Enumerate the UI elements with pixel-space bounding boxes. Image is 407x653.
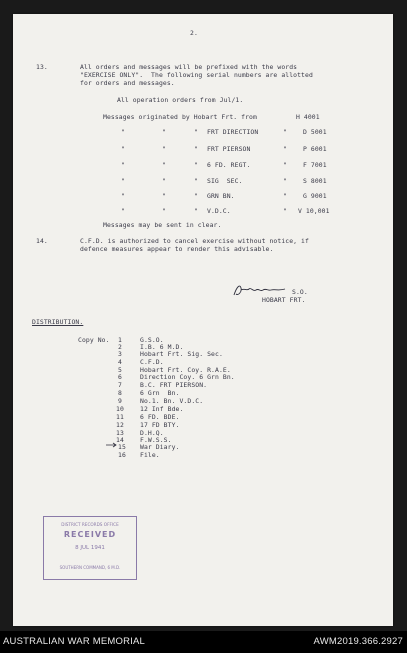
message-serial: F 7001	[303, 161, 327, 169]
message-serial: D 5001	[303, 128, 327, 136]
copy-label: Copy No.	[78, 336, 110, 344]
stamp-office: DISTRICT RECORDS OFFICE	[61, 522, 119, 527]
signature-role: S.O.	[292, 288, 308, 296]
message-serial: V 10,001	[298, 207, 330, 215]
message-from: FRT PIERSON	[207, 145, 251, 153]
copy-number: 13	[116, 429, 124, 437]
copy-recipient: File.	[140, 451, 160, 459]
arrow-icon	[106, 442, 118, 448]
ditto-mark: "	[121, 177, 125, 185]
ditto-mark: "	[283, 145, 287, 153]
paragraph-13-number: 13.	[36, 63, 48, 71]
stamp-received: RECEIVED	[63, 530, 117, 539]
paragraph-14-line-1: C.F.D. is authorized to cancel exercise without notice, if	[80, 237, 309, 245]
copy-recipient: Direction Coy. 6 Grn Bn.	[140, 373, 235, 381]
copy-number: 8	[118, 389, 122, 397]
ditto-mark: "	[194, 145, 198, 153]
copy-number: 1	[118, 336, 122, 344]
paragraph-13-line-2: "EXERCISE ONLY". The following serial numbers are allotted	[80, 71, 313, 79]
paragraph-14-number: 14.	[36, 237, 48, 245]
copy-recipient: Hobart Frt. Coy. R.A.E.	[140, 366, 231, 374]
ditto-mark: "	[121, 128, 125, 136]
message-serial: P 6001	[303, 145, 327, 153]
messages-heading: Messages originated by Hobart Frt. from	[103, 113, 257, 121]
ditto-mark: "	[283, 128, 287, 136]
page-number: 2.	[190, 29, 198, 37]
message-from: SIG SEC.	[207, 177, 243, 185]
copy-recipient: G.S.O.	[140, 336, 164, 344]
copy-recipient: No.1. Bn. V.D.C.	[140, 397, 204, 405]
serial-hobart: H 4001	[296, 113, 320, 121]
ditto-mark: "	[283, 161, 287, 169]
ditto-mark: "	[121, 145, 125, 153]
copy-number: 16	[118, 451, 126, 459]
copy-recipient: F.W.S.S.	[140, 436, 172, 444]
copy-number: 12	[116, 421, 124, 429]
copy-number: 10	[116, 405, 124, 413]
message-from: V.D.C.	[207, 207, 231, 215]
footer-accession-number: AWM2019.366.2927	[313, 636, 403, 647]
ditto-mark: "	[121, 161, 125, 169]
ditto-mark: "	[162, 207, 166, 215]
ditto-mark: "	[194, 128, 198, 136]
message-serial: G 9001	[303, 192, 327, 200]
ditto-mark: "	[121, 192, 125, 200]
received-stamp	[43, 516, 137, 580]
copy-number: 14	[116, 436, 124, 444]
ditto-mark: "	[194, 161, 198, 169]
copy-recipient: B.C. FRT PIERSON.	[140, 381, 208, 389]
copy-recipient: I.B. 6 M.D.	[140, 343, 184, 351]
copy-recipient: C.F.D.	[140, 358, 164, 366]
copy-recipient: 17 FD BTY.	[140, 421, 180, 429]
ditto-mark: "	[283, 207, 287, 215]
stamp-date: 8 JUL 1941	[75, 545, 105, 551]
copy-recipient: D.H.Q.	[140, 429, 164, 437]
copy-recipient: 12 Inf Bde.	[140, 405, 184, 413]
copy-number: 4	[118, 358, 122, 366]
distribution-heading: DISTRIBUTION.	[32, 318, 84, 326]
ditto-mark: "	[162, 177, 166, 185]
copy-number: 9	[118, 397, 122, 405]
ditto-mark: "	[162, 192, 166, 200]
copy-number: 15	[118, 443, 126, 451]
ditto-mark: "	[121, 207, 125, 215]
ditto-mark: "	[162, 161, 166, 169]
ditto-mark: "	[162, 128, 166, 136]
copy-recipient: 6 FD. BDE.	[140, 413, 180, 421]
copy-number: 6	[118, 373, 122, 381]
stamp-command: SOUTHERN COMMAND, 6 M.D.	[59, 565, 121, 570]
copy-recipient: Hobart Frt. Sig. Sec.	[140, 350, 223, 358]
copy-number: 7	[118, 381, 122, 389]
message-from: GRN BN.	[207, 192, 235, 200]
op-orders-line: All operation orders from Jul/1.	[117, 96, 244, 104]
clear-note: Messages may be sent in clear.	[103, 221, 222, 229]
message-from: FRT DIRECTION	[207, 128, 259, 136]
paragraph-13-line-3: for orders and messages.	[80, 79, 175, 87]
signature-unit: HOBART FRT.	[262, 296, 306, 304]
copy-number: 2	[118, 343, 122, 351]
ditto-mark: "	[194, 192, 198, 200]
ditto-mark: "	[283, 192, 287, 200]
paragraph-13-line-1: All orders and messages will be prefixed with the words	[80, 63, 298, 71]
copy-recipient: War Diary.	[140, 443, 180, 451]
ditto-mark: "	[194, 177, 198, 185]
copy-number: 11	[116, 413, 124, 421]
message-serial: S 8001	[303, 177, 327, 185]
ditto-mark: "	[283, 177, 287, 185]
ditto-mark: "	[162, 145, 166, 153]
paragraph-14-line-2: defence measures appear to render this advisable.	[80, 245, 274, 253]
copy-recipient: 6 Grn Bn.	[140, 389, 180, 397]
copy-number: 3	[118, 350, 122, 358]
footer-institution: AUSTRALIAN WAR MEMORIAL	[3, 636, 146, 647]
footer-bar	[0, 631, 407, 653]
message-from: 6 FD. REGT.	[207, 161, 251, 169]
copy-number: 5	[118, 366, 122, 374]
ditto-mark: "	[194, 207, 198, 215]
